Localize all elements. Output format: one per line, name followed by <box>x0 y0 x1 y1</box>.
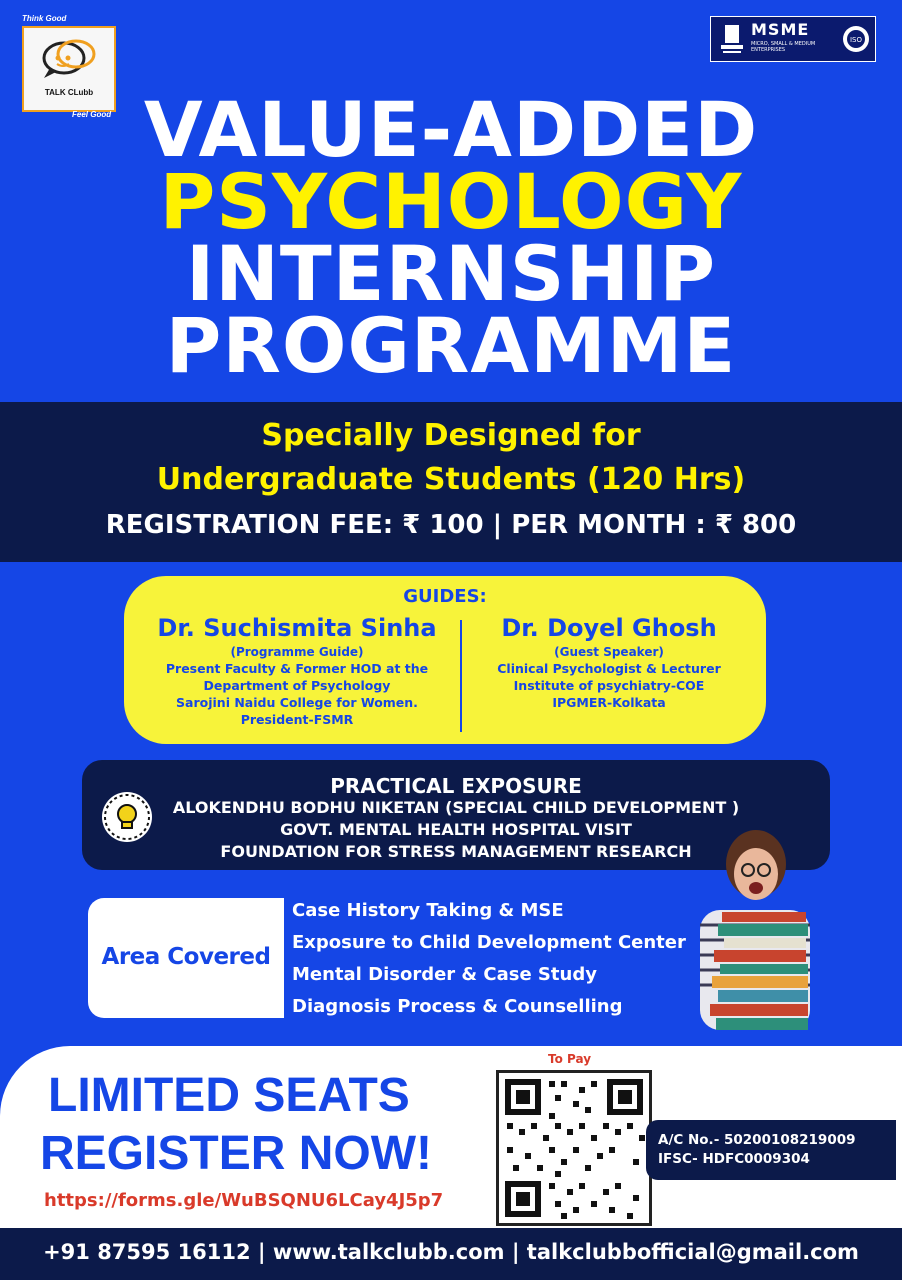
area-item: Case History Taking & MSE <box>292 900 564 921</box>
guide-1 <box>142 614 452 728</box>
payment-qr-code <box>496 1070 652 1226</box>
bank-account-box <box>646 1120 896 1180</box>
guide-1-line: Present Faculty & Former HOD at the <box>165 661 429 676</box>
practical-line: ALOKENDHU BODHU NIKETAN (SPECIAL CHILD DEVELOPMENT ) <box>172 798 740 817</box>
guides-heading: GUIDES: <box>403 586 487 607</box>
qr-code-icon <box>499 1073 649 1223</box>
area-item: Diagnosis Process & Counselling <box>292 996 623 1017</box>
guide-1-line: President-FSMR <box>240 712 354 727</box>
practical-line: GOVT. MENTAL HEALTH HOSPITAL VISIT <box>280 820 632 839</box>
area-covered-label: Area Covered <box>101 944 271 970</box>
area-covered-box <box>88 898 284 1018</box>
guide-1-line: Sarojini Naidu College for Women. <box>176 695 418 710</box>
band-line-2: Undergraduate Students (120 Hrs) <box>156 462 746 497</box>
title-line-1: VALUE-ADDED <box>143 85 759 174</box>
msme-title: MSME <box>751 20 810 39</box>
logo-name: TALK CLubb <box>44 88 94 97</box>
guide-2-line: Clinical Psychologist & Lecturer <box>497 661 721 676</box>
guide-1-line: Department of Psychology <box>203 678 391 693</box>
guides-panel <box>124 576 766 744</box>
practical-line: FOUNDATION FOR STRESS MANAGEMENT RESEARCH <box>220 842 692 861</box>
guide-1-name: Dr. Suchismita Sinha <box>157 614 437 642</box>
guides-divider <box>460 620 462 732</box>
practical-heading: PRACTICAL EXPOSURE <box>330 774 582 798</box>
ifsc-code: IFSC- HDFC0009304 <box>658 1151 810 1167</box>
guide-2-line: Institute of psychiatry-COE <box>513 678 705 693</box>
fee-line: REGISTRATION FEE: ₹ 100 | PER MONTH : ₹ 800 <box>105 510 797 540</box>
registration-link[interactable]: https://forms.gle/WuBSQNU6LCay4J5p7 <box>44 1190 444 1211</box>
chat-bubble-icon <box>24 28 114 88</box>
guide-2-name: Dr. Doyel Ghosh <box>501 614 717 642</box>
logo-tagline-bottom: Feel Good <box>72 110 112 119</box>
register-now-heading: REGISTER NOW! <box>40 1127 432 1180</box>
contact-footer <box>0 1228 902 1280</box>
account-number: A/C No.- 50200108219009 <box>658 1132 856 1148</box>
contact-info: +91 87595 16112 | www.talkclubb.com | talkclubbofficial@gmail.com <box>43 1240 859 1264</box>
area-item: Mental Disorder & Case Study <box>292 964 597 985</box>
band-line-1: Specially Designed for <box>261 418 641 453</box>
to-pay-label: To Pay <box>548 1052 592 1066</box>
svg-text:ISO: ISO <box>849 36 863 44</box>
logo-tagline-top: Think Good <box>22 14 67 23</box>
guide-2-role: (Guest Speaker) <box>554 645 664 659</box>
audience-band <box>0 402 902 562</box>
student-with-books-illustration <box>670 830 830 1040</box>
iso-badge-icon <box>841 24 871 54</box>
guide-2-line: IPGMER-Kolkata <box>552 695 666 710</box>
title-line-3: INTERNSHIP <box>185 229 717 318</box>
area-item: Exposure to Child Development Center <box>292 932 686 953</box>
guide-2 <box>469 614 749 711</box>
msme-logo <box>710 16 876 62</box>
emblem-icon <box>717 21 747 57</box>
msme-subtitle: MICRO, SMALL & MEDIUM ENTERPRISES <box>751 41 816 53</box>
limited-seats-heading: LIMITED SEATS <box>48 1069 410 1122</box>
title-line-2: PSYCHOLOGY <box>159 157 743 246</box>
title-line-4: PROGRAMME <box>165 301 737 390</box>
guide-1-role: (Programme Guide) <box>230 645 364 659</box>
